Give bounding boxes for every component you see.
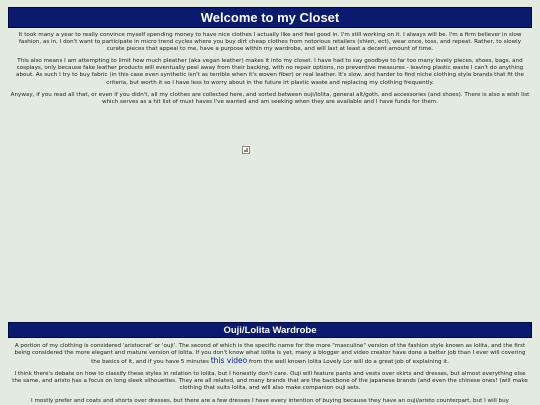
ouji-section [10, 343, 530, 405]
video-link[interactable]: this video [210, 356, 248, 366]
ouji-paragraph-1-text: A portion of my clothing is considered 'aristocrat' or 'ouji'. The second of which is the specific name for the more "masculine" version of the fashion style known as lolita, and the first being considered the more elegant and mature version of lolita. If you don't know what lolita is yet, many a blogger and video creator have done a better job than I ever will covering the basics of it, and if you have 5 minutes [14, 343, 526, 366]
ouji-paragraph-1 [10, 343, 530, 366]
intro-section [10, 32, 530, 111]
ouji-paragraph-2: I think there's debate on how to classify these styles in relation to lolita, but I honestly don't care. Ouji will feature pants and vests over skirts and dresses, but almost everything else the same, and aristo has a focus on long sleek silhouettes. They are all related, and many brands that are the backbone of the japanese brands (and even the chinese ones! )will make clothing that suits lolita, and will also make companion ouji sets. [12, 371, 528, 392]
ouji-paragraph-3: I mostly prefer and coats and shorts over dresses, but there are a few dresses I have every intention of buying because they have an ouji/aristo counterpart, but I will buy [31, 397, 509, 404]
page-title-banner [8, 7, 532, 28]
ouji-section-banner [8, 322, 532, 338]
page-title: Welcome to my Closet [200, 10, 340, 25]
broken-image-icon [242, 146, 250, 154]
intro-paragraph-3: Anyway, if you read all that, or even if you didn't, all my clothes are collected here, and sorted between ouji/lolita, general alt/goth, and accessories (and shoes). There is also a wish list which serves as a hit list of must haves I've wanted and am seeking when they are available and I have funds for them. [10, 91, 530, 105]
ouji-paragraph-1-tail: from the well known lolita Lovely Lor will do a great job of explaining it. [249, 359, 449, 366]
intro-paragraph-1: It took many a year to really convince myself spending money to have nice clothes I actually like and feel good in. I'm still working on it. I always will be. I'm a firm believer in slow fashion, as in, I don't want to participate in micro trend cycles where you buy dirt cheap clothes from notorious retailers (shien, ect), wear once, toss, and repeat. Rather, to slowly curate pieces that appeal to me, have a purpose within my wardrobe, and will last at least a decent amount of time. [18, 32, 522, 53]
intro-paragraph-2: This also means I am attempting to limit how much pleather (aka vegan leather) makes it into my closet. I have had to say goodbye to far too many lovely pieces, shoes, bags, and cosplays, only because fake leather products will eventually peel away from their backing, with no repair options, no preventive measures - leaving plastic waste I can't do anything about. As such I try to buy fabric (in this case even synthetic isn't as terrible when it's woven fiber) or real leather. It's slow, and harder to find niche clothing style brands that fit the criteria, but worth it so I have less to worry about in the future irt plastic waste and replacing my clothing frequently. [16, 58, 524, 86]
ouji-section-title: Ouji/Lolita Wardrobe [223, 325, 317, 336]
